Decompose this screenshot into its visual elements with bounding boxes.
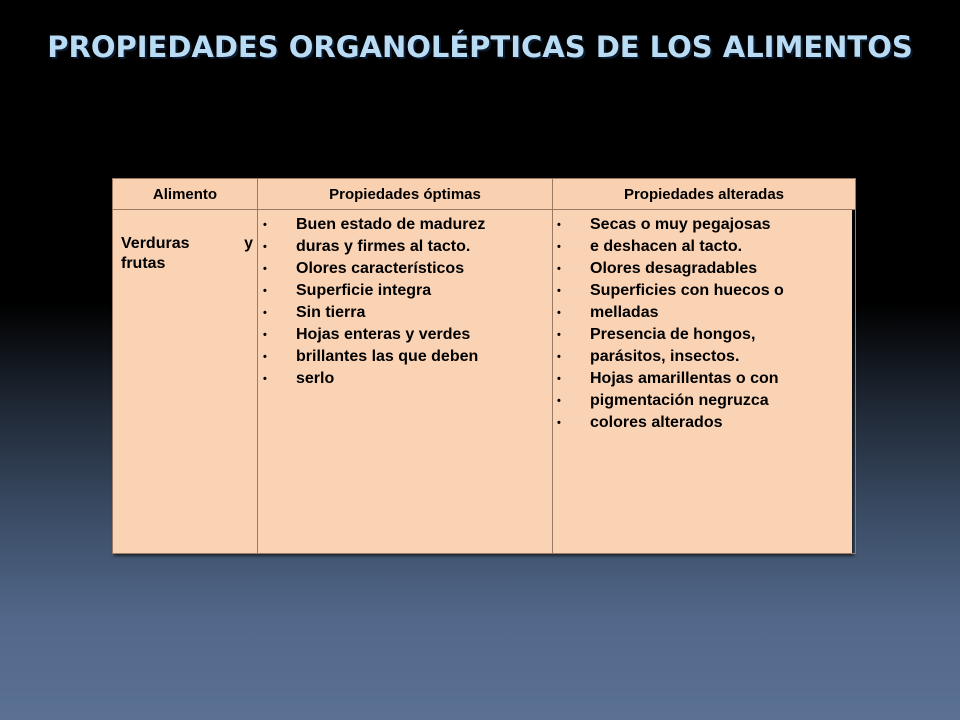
list-item: • duras y firmes al tacto. [262,236,548,258]
food-word: frutas [121,255,166,272]
list-item: • Olores desagradables [556,258,851,280]
list-item: • melladas [556,302,851,324]
list-item: • Superficies con huecos o [556,280,851,302]
optimas-list [258,210,552,390]
list-item: • Buen estado de madurez [262,214,548,236]
properties-table-container [112,178,852,554]
slide-title: PROPIEDADES ORGANOLÉPTICAS DE LOS ALIMENTOS [47,30,913,64]
list-item: • e deshacen al tacto. [556,236,851,258]
properties-table [112,178,856,554]
list-item: • colores alterados [556,412,851,434]
header-propiedades-optimas: Propiedades óptimas [258,179,553,210]
cell-propiedades-alteradas [553,210,856,554]
list-item: • Hojas enteras y verdes [262,324,548,346]
list-item: • Secas o muy pegajosas [556,214,851,236]
food-word: Verduras [121,235,190,252]
list-item: • Sin tierra [262,302,548,324]
alteradas-list [553,210,855,434]
list-item: • Presencia de hongos, [556,324,851,346]
list-item: • serlo [262,368,548,390]
cell-alimento [113,210,258,554]
table-row [113,210,856,554]
list-item: • parásitos, insectos. [556,346,851,368]
header-alimento: Alimento [113,179,258,210]
cell-propiedades-optimas [258,210,553,554]
list-item: • Hojas amarillentas o con [556,368,851,390]
list-item: • Olores característicos [262,258,548,280]
header-propiedades-alteradas: Propiedades alteradas [553,179,856,210]
food-name [113,210,257,274]
table-header-row [113,179,856,210]
list-item: • pigmentación negruzca [556,390,851,412]
list-item: • brillantes las que deben [262,346,548,368]
food-word: y [244,235,253,252]
list-item: • Superficie integra [262,280,548,302]
